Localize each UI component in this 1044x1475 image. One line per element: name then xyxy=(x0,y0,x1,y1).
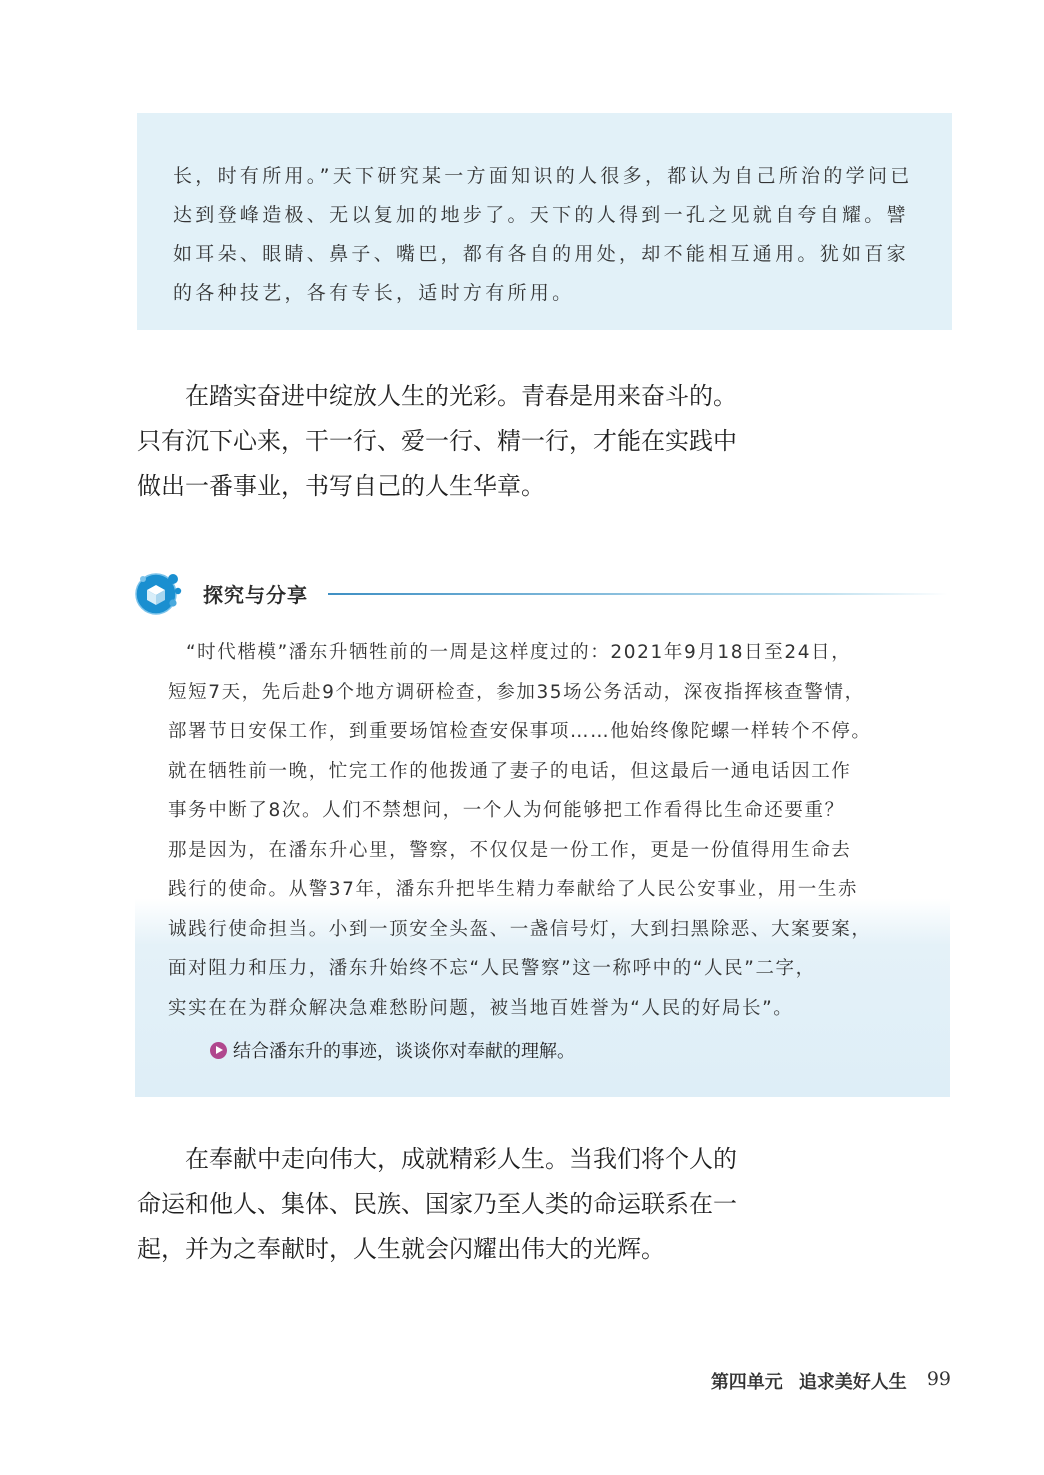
story-line: 就在牺牲前一晚，忙完工作的他拨通了妻子的电话，但这最后一通电话因工作 xyxy=(168,760,852,782)
paragraph-line: 在奉献中走向伟大，成就精彩人生。当我们将个人的 xyxy=(185,1145,737,1173)
story-line: 事务中断了8次。人们不禁想问，一个人为何能够把工作看得比生命还要重？ xyxy=(168,800,845,821)
discussion-prompt xyxy=(210,1037,575,1063)
quote-box xyxy=(137,113,952,330)
story-line: 诚践行使命担当。小到一顶安全头盔、一盏信号灯，大到扫黑除恶、大案要案， xyxy=(168,918,872,940)
paragraph-line: 在踏实奋进中绽放人生的光彩。青春是用来奋斗的。 xyxy=(185,382,737,410)
page-footer xyxy=(711,1368,951,1394)
story-line: 面对阻力和压力，潘东升始终不忘“人民警察”这一称呼中的“人民”二字， xyxy=(168,958,816,979)
play-circle-icon xyxy=(210,1042,227,1059)
explore-header xyxy=(134,568,949,618)
quote-line: 长，时有所用。”天下研究某一方面知识的人很多，都认为自己所治的学问已 xyxy=(173,165,913,187)
story-line: 部署节日安保工作，到重要场馆检查安保事项……他始终像陀螺一样转个不停。 xyxy=(168,721,872,742)
story-line: “时代楷模”潘东升牺牲前的一周是这样度过的：2021年9月18日至24日， xyxy=(186,642,852,663)
footer-unit: 第四单元 xyxy=(710,1372,783,1393)
paragraph-line: 起，并为之奉献时，人生就会闪耀出伟大的光辉。 xyxy=(137,1235,665,1263)
prompt-text: 结合潘东升的事迹，谈谈你对奉献的理解。 xyxy=(233,1041,575,1062)
story-line: 短短7天，先后赴9个地方调研检查，参加35场公务活动，深夜指挥核查警情， xyxy=(168,681,865,703)
molecule-cube-icon xyxy=(134,570,182,616)
story-line: 践行的使命。从警37年，潘东升把毕生精力奉献给了人民公安事业，用一生赤 xyxy=(168,879,859,900)
body-paragraph-2 xyxy=(137,1137,757,1272)
page-number: 99 xyxy=(926,1368,951,1390)
story-text xyxy=(168,633,938,1028)
quote-line: 如耳朵、眼睛、鼻子、嘴巴，都有各自的用处，却不能相互通用。犹如百家 xyxy=(173,243,909,265)
paragraph-line: 只有沉下心来，干一行、爱一行、精一行，才能在实践中 xyxy=(137,427,737,455)
quote-line: 达到登峰造极、无以复加的地步了。天下的人得到一孔之见就自夸自耀。譬 xyxy=(173,204,909,226)
section-title: 探究与分享 xyxy=(203,583,308,607)
body-paragraph-1 xyxy=(137,374,757,509)
story-line: 实实在在为群众解决急难愁盼问题，被当地百姓誉为“人民的好局长”。 xyxy=(168,997,794,1019)
quote-line: 的各种技艺，各有专长，适时方有所用。 xyxy=(173,282,575,304)
paragraph-line: 做出一番事业，书写自己的人生华章。 xyxy=(137,472,545,500)
paragraph-line: 命运和他人、集体、民族、国家乃至人类的命运联系在一 xyxy=(137,1190,737,1218)
title-rule xyxy=(328,593,948,595)
footer-chapter: 追求美好人生 xyxy=(798,1372,907,1393)
story-line: 那是因为，在潘东升心里，警察，不仅仅是一份工作，更是一份值得用生命去 xyxy=(168,839,852,861)
